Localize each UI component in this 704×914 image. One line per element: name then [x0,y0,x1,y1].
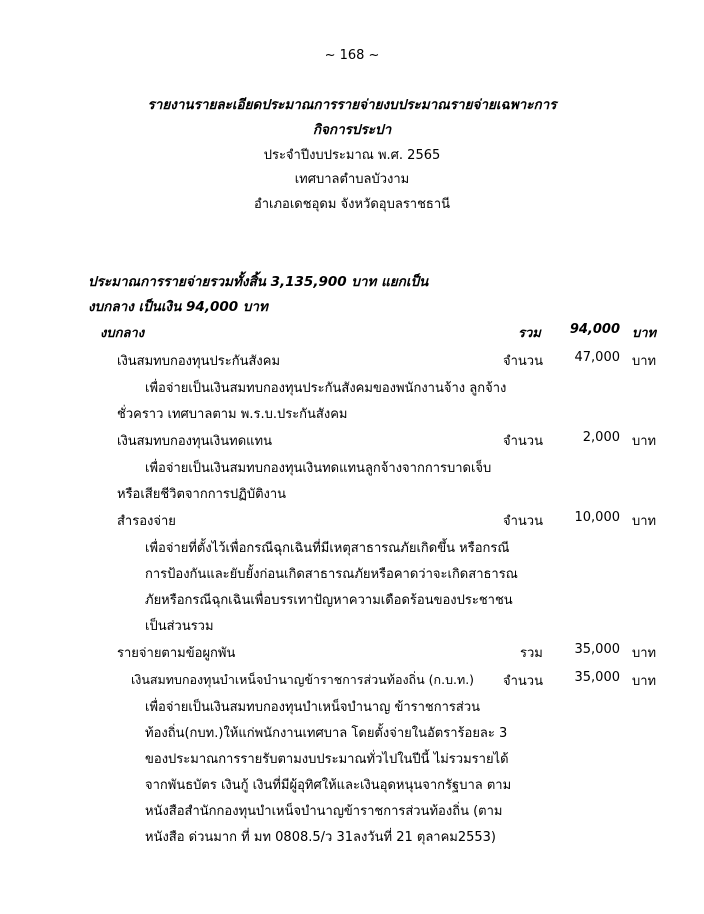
item-qty-label: จำนวน [503,514,543,529]
item-desc-line: เป็นส่วนรวม [145,619,214,634]
item-qty-label: จำนวน [503,354,543,369]
sub-item-desc-line: ท้องถิ่น(กบท.)ให้แก่พนักงานเทศบาล โดยตั้งจ่ายในอัตราร้อยละ 3 [145,726,508,741]
item-qty-label: จำนวน [503,434,543,449]
sub-item-desc-line: หนังสือ ด่วนมาก ที่ มท 0808.5/ว 31ลงวันที่ 21 ตุลาคม2553) [145,830,496,845]
page-number: ~ 168 ~ [324,48,380,63]
central-budget-unit: บาท [632,326,657,341]
item-unit: บาท [632,514,657,529]
municipality: เทศบาลตำบลบัวงาม [294,172,410,187]
central-budget-sum-label: รวม [518,326,541,341]
sub-item-amount: 35,000 [574,670,620,685]
item-unit: บาท [632,354,657,369]
item-amount: 2,000 [582,430,620,445]
item-desc-line: ภัยหรือกรณีฉุกเฉินเพื่อบรรเทาปัญหาความเดือดร้อนของประชาชน [145,593,513,608]
central-budget-line: งบกลาง เป็นเงิน 94,000 บาท [88,299,268,315]
fiscal-year: ประจำปีงบประมาณ พ.ศ. 2565 [263,148,441,163]
item-amount: 10,000 [574,510,620,525]
obligation-amount: 35,000 [574,642,620,657]
central-budget-amount: 94,000 [569,322,620,337]
item-desc-line: หรือเสียชีวิตจากการปฏิบัติงาน [117,487,287,502]
item-unit: บาท [632,434,657,449]
sub-item-desc-line: เพื่อจ่ายเป็นเงินสมทบกองทุนบำเหน็จบำนาญ ข้าราชการส่วน [145,700,481,715]
obligation-unit: บาท [632,646,657,661]
central-budget-label: งบกลาง [100,326,145,341]
sub-item-title: เงินสมทบกองทุนบำเหน็จบำนาญข้าราชการส่วนท้องถิ่น (ก.บ.ท.) [131,672,475,687]
sub-item-desc-line: จากพันธบัตร เงินกู้ เงินที่มีผู้อุทิศให้และเงินอุดหนุนจากรัฐบาล ตาม [145,778,512,793]
item-title: สำรองจ่าย [117,514,176,529]
district-province: อำเภอเดชอุดม จังหวัดอุบลราชธานี [253,197,451,212]
obligation-title: รายจ่ายตามข้อผูกพัน [117,646,236,661]
sub-item-desc-line: ของประมาณการรายรับตามงบประมาณทั่วไปในปีนี้ ไม่รวมรายได้ [145,752,509,767]
report-subtitle: กิจการประปา [312,122,392,138]
item-title: เงินสมทบกองทุนประกันสังคม [117,354,281,369]
obligation-sum-label: รวม [520,646,543,661]
total-budget-line: ประมาณการรายจ่ายรวมทั้งสิ้น 3,135,900 บาท แยกเป็น [88,274,429,290]
item-desc-line: การป้องกันและยับยั้งก่อนเกิดสาธารณภัยหรือคาดว่าจะเกิดสาธารณ [145,567,518,582]
item-desc-line: ชั่วคราว เทศบาลตาม พ.ร.บ.ประกันสังคม [117,407,348,422]
sub-item-unit: บาท [632,674,657,689]
report-title: รายงานรายละเอียดประมาณการรายจ่ายงบประมาณรายจ่ายเฉพาะการ [147,97,557,113]
item-desc-line: เพื่อจ่ายเป็นเงินสมทบกองทุนประกันสังคมของพนักงานจ้าง ลูกจ้าง [145,381,507,396]
sub-item-desc-line: หนังสือสำนักกองทุนบำเหน็จบำนาญข้าราชการส่วนท้องถิ่น (ตาม [145,804,503,819]
item-title: เงินสมทบกองทุนเงินทดแทน [117,434,273,449]
item-desc-line: เพื่อจ่ายที่ตั้งไว้เพื่อกรณีฉุกเฉินที่มีเหตุสาธารณภัยเกิดขึ้น หรือกรณี [145,541,510,556]
sub-item-qty-label: จำนวน [503,674,543,689]
item-desc-line: เพื่อจ่ายเป็นเงินสมทบกองทุนเงินทดแทนลูกจ้างจากการบาดเจ็บ [145,461,492,476]
item-amount: 47,000 [574,350,620,365]
